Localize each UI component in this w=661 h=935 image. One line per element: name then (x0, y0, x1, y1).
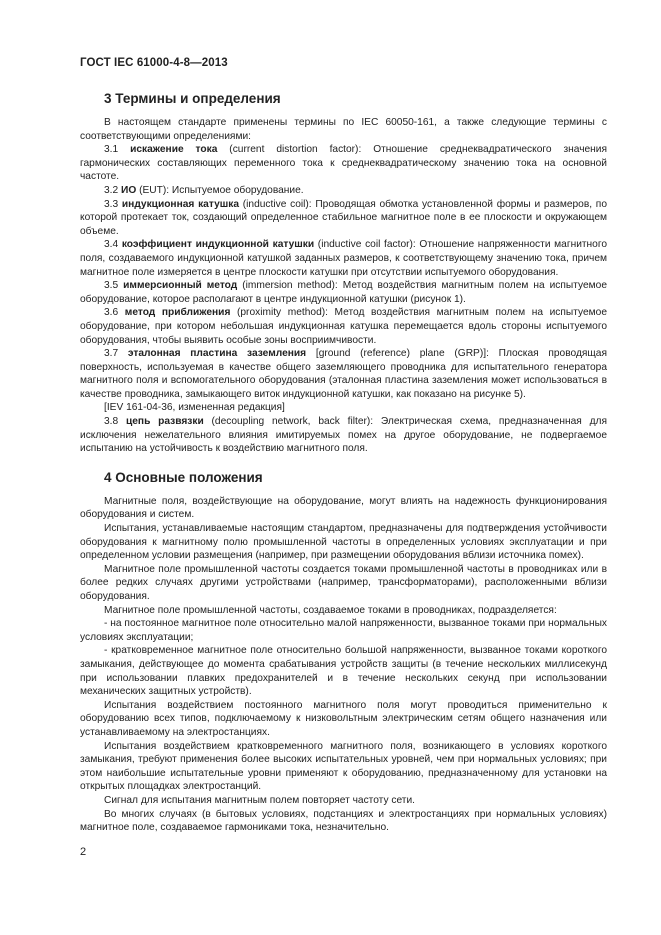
term-name: коэффициент индукционной катушки (121, 239, 315, 251)
term-number: 3.4 (104, 239, 122, 251)
term-3-8 (80, 415, 607, 456)
section-4-paragraph: Испытания воздействием постоянного магнитного поля могут проводиться применительно к оборудованию всех типов, подключаемому к низковольтным электрическим сетям общего назначения или устанавливаемому на электростанциях. (80, 699, 607, 738)
iev-reference-note: [IEV 161-04-36, измененная редакция] (104, 402, 285, 414)
term-name: цепь развязки (125, 416, 204, 428)
term-3-2 (80, 184, 607, 198)
term-name: метод приближения (124, 307, 231, 319)
term-number: 3.1 (104, 144, 131, 156)
term-definition: [ground (reference) plane (GRP)]: Плоская проводящая поверхность, используемая в качестве общего заземляющего проводника для испытательного генератора магнитного поля и вспомогательного оборудования (эталонная пластина заземления может использоваться в качестве проводника, замыкающего виток индукционной катушки, как показано на рисунке 5). (80, 348, 607, 400)
term-definition: (inductive coil): Проводящая обмотка установленной формы и размеров, по которой протекает ток, создающий определенное стабильное магнитное поле в ее плоскости и окружающем объеме. (80, 198, 607, 237)
term-definition: (proximity method): Метод воздействия магнитным полем на испытуемое оборудование, при котором небольшая индукционная катушка перемещается вдоль стороны испытуемого оборудования, чтобы выявить особые зоны восприимчивости. (80, 307, 607, 346)
section-4-paragraph: Во многих случаях (в бытовых условиях, подстанциях и электростанциях при нормальных условиях) магнитное поле, создаваемое гармониками тока, незначительно. (80, 808, 607, 834)
section-4-paragraph: Испытания, устанавливаемые настоящим стандартом, предназначены для подтверждения устойчивости оборудования к магнитному полю промышленной частоты в определенных условиях эксплуатации и при определенном условии размещения (например, при размещении оборудования вблизи источника помех). (80, 523, 607, 562)
section-4-paragraph: Магнитные поля, воздействующие на оборудование, могут влиять на надежность функционирования оборудования и систем. (80, 495, 607, 521)
term-3-6 (80, 306, 607, 347)
section-4-paragraph: Магнитное поле промышленной частоты создается токами промышленной частоты в проводниках или в более редких случаях другими устройствами (например, трансформаторами), расположенными вблизи оборудования. (80, 563, 607, 602)
section-3-heading: 3 Термины и определения (104, 91, 281, 106)
term-definition: (current distortion factor): Отношение среднеквадратического значения гармонических составляющих переменного тока к среднеквадратическому значению тока на основной частоте. (80, 144, 608, 183)
term-number: 3.2 (104, 184, 121, 196)
page-number: 2 (80, 846, 87, 858)
term-3-1 (80, 143, 607, 184)
term-name: индукционная катушка (121, 198, 240, 210)
term-name: ИО (121, 184, 137, 196)
term-name: искажение тока (130, 144, 218, 156)
section-4-list-item: - кратковременное магнитное поле относительно большой напряженности, вызванное токами короткого замыкания, действующее до момента срабатывания устройств защиты (в течение нескольких миллисекунд при использовании плавких предохранителей и в течение нескольких секунд при использовании механических защитных устройств). (80, 645, 607, 698)
term-name: эталонная пластина заземления (127, 348, 307, 360)
term-number: 3.5 (104, 280, 124, 292)
term-number: 3.8 (104, 416, 126, 428)
term-3-3 (80, 198, 607, 239)
term-definition: (immersion method): Метод воздействия магнитным полем на испытуемое оборудование, которое располагают в центре индукционной катушки (рисунок 1). (80, 280, 607, 305)
term-name: иммерсионный метод (123, 280, 238, 292)
term-definition: (inductive coil factor): Отношение напряженности магнитного поля, создаваемого индукционной катушкой заданных размеров, к соответствующему значению тока, причем магнитное поле измеряется в центре плоскости катушки при отсутствии испытуемого оборудования. (80, 239, 607, 278)
term-3-7 (80, 347, 607, 401)
document-header: ГОСТ IEC 61000-4-8—2013 (80, 57, 228, 69)
term-number: 3.6 (104, 307, 125, 319)
section-4-paragraph: Испытания воздействием кратковременного магнитного поля, возникающего в условиях короткого замыкания, требуют применения более высоких испытательных уровней, чем при нормальных условиях; при этом наибольшие испытательные уровни применяют к оборудованию, предназначенному для установки на открытых площадках электростанций. (80, 740, 607, 793)
section-4-heading: 4 Основные положения (104, 469, 263, 485)
section-4-paragraph: Магнитное поле промышленной частоты, создаваемое токами в проводниках, подразделяется: (104, 604, 557, 616)
term-definition: (EUT): Испытуемое оборудование. (136, 184, 304, 196)
section-4-paragraph: Сигнал для испытания магнитным полем повторяет частоту сети. (104, 794, 415, 806)
term-3-4 (80, 238, 607, 279)
term-3-5 (80, 279, 607, 306)
term-definition: (decoupling network, back filter): Электрическая схема, предназначенная для исключения нежелательного влияния имитируемых помех на другое оборудование, не подвергаемое испытанию на устойчивость к воздействию магнитного поля. (80, 416, 607, 455)
document-body (80, 90, 607, 835)
section-3-intro: В настоящем стандарте применены термины по IEC 60050-161, а также следующие термины с соответствующими определениями: (80, 117, 607, 142)
term-number: 3.7 (104, 348, 128, 360)
term-number: 3.3 (104, 198, 122, 210)
section-4-list-item: - на постоянное магнитное поле относительно малой напряженности, вызванное токами при нормальных условиях эксплуатации; (80, 618, 607, 643)
